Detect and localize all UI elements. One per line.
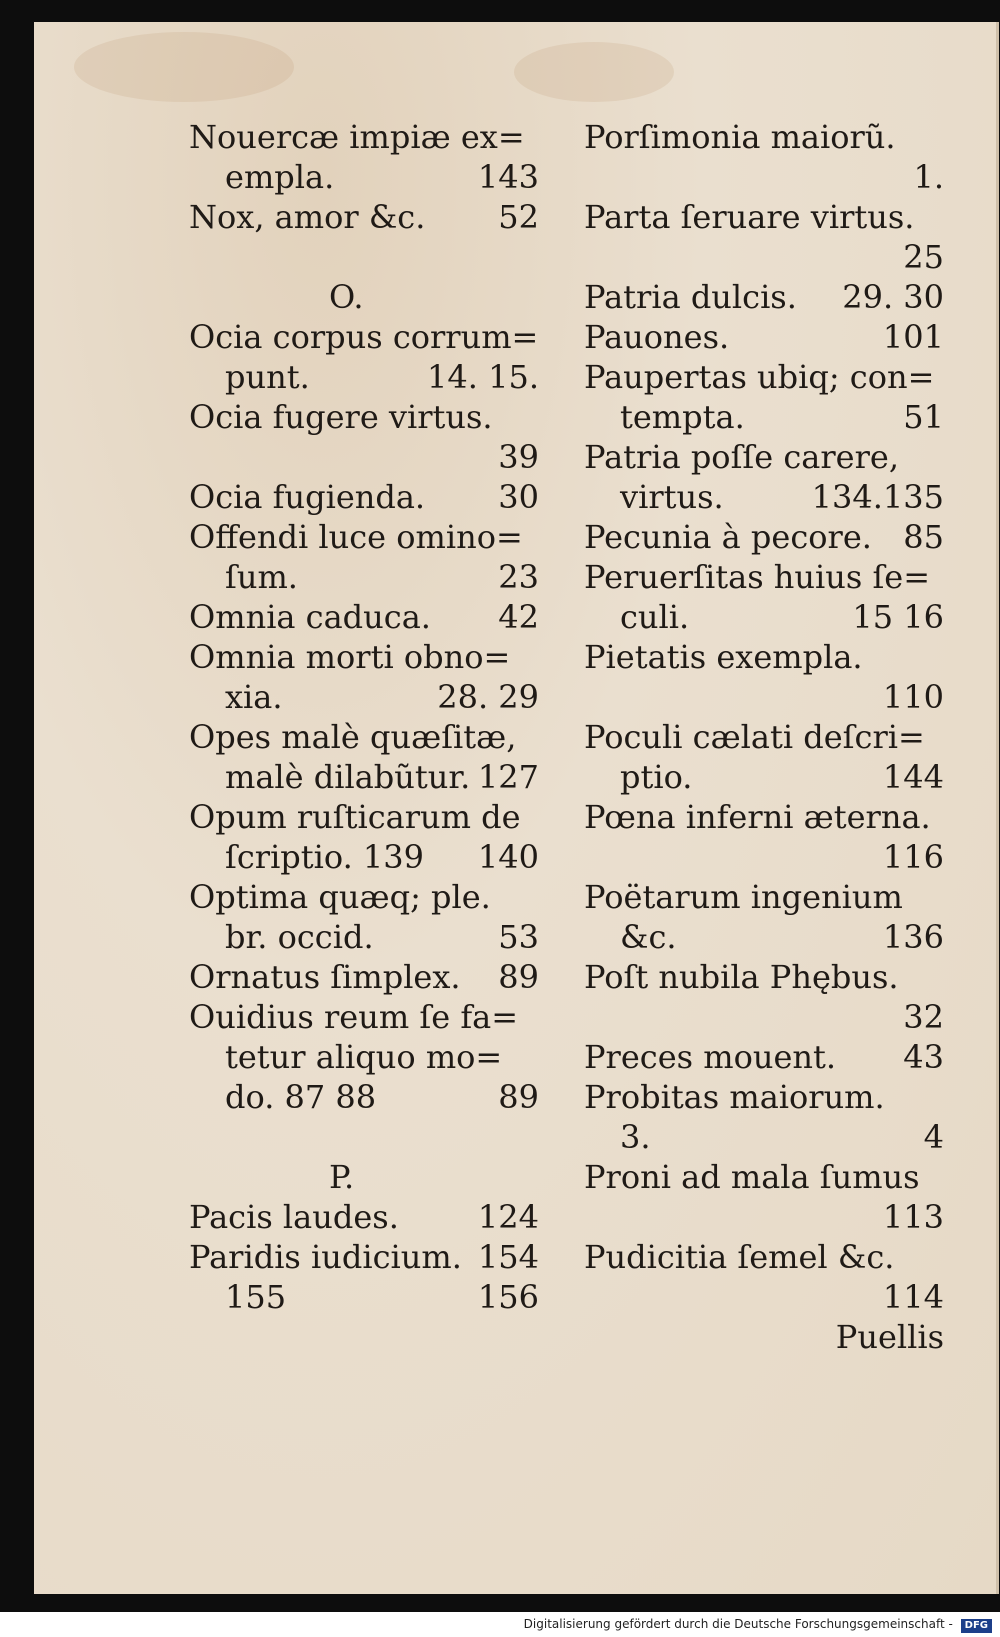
entry-text: Ouidius reum ſe fa=: [189, 998, 519, 1036]
index-entry-line: [584, 717, 944, 757]
entry-text: Omnia caduca.: [189, 598, 431, 636]
page-reference: 42: [498, 598, 539, 636]
index-entry-line: [584, 1197, 944, 1237]
entry-text: 3.: [620, 1118, 651, 1156]
book-page: [34, 22, 999, 1594]
page-reference: 28. 29: [437, 678, 539, 716]
entry-text: br. occid.: [225, 918, 374, 956]
index-entry-line: [189, 877, 539, 917]
index-entry-line: [584, 1077, 944, 1117]
index-entry-line: [189, 1237, 539, 1277]
digitization-footer: [0, 1612, 1000, 1637]
index-entry-line: [584, 157, 944, 197]
entry-text: Pudicitia ſemel &c.: [584, 1238, 895, 1276]
index-entry-line: [189, 197, 539, 237]
index-entry-line: [584, 597, 944, 637]
entry-text: Poëtarum ingenium: [584, 878, 903, 916]
entry-text: xia.: [225, 678, 283, 716]
index-entry-line: [584, 757, 944, 797]
index-entry-line: [189, 237, 539, 277]
entry-text: &c.: [620, 918, 677, 956]
page-reference: 110: [882, 678, 944, 716]
page-reference: 154: [477, 1238, 539, 1276]
index-entry-line: [189, 757, 539, 797]
entry-text: Patria dulcis.: [584, 278, 797, 316]
page-reference: 32: [903, 998, 944, 1036]
entry-text: P.: [329, 1158, 355, 1196]
index-entry-line: [584, 1037, 944, 1077]
page-reference: 136: [882, 918, 944, 956]
index-entry-line: [189, 1077, 539, 1117]
entry-text: Patria poſſe carere,: [584, 438, 899, 476]
index-entry-line: [584, 237, 944, 277]
entry-text: malè dilabũtur.: [225, 758, 471, 796]
page-reference: 15 16: [852, 598, 944, 636]
entry-text: tempta.: [620, 398, 745, 436]
entry-text: Opum ruſticarum de: [189, 798, 521, 836]
entry-text: Ocia fugienda.: [189, 478, 426, 516]
index-entry-line: [584, 1277, 944, 1317]
entry-text: Pietatis exempla.: [584, 638, 863, 676]
entry-text: Ornatus ſimplex.: [189, 958, 461, 996]
index-entry-line: [189, 517, 539, 557]
index-entry-line: [584, 357, 944, 397]
index-entry-line: [189, 597, 539, 637]
page-reference: 53: [498, 918, 539, 956]
page-reference: 140: [477, 838, 539, 876]
entry-text: O.: [329, 278, 364, 316]
index-entry-line: [189, 397, 539, 437]
index-entry-line: [189, 957, 539, 997]
page-reference: 4: [923, 1118, 944, 1156]
index-entry-line: [584, 437, 944, 477]
page-reference: 143: [477, 158, 539, 196]
index-entry-line: [584, 557, 944, 597]
entry-text: Proni ad mala ſumus: [584, 1158, 920, 1196]
entry-text: Probitas maiorum.: [584, 1078, 885, 1116]
page-reference: 52: [498, 198, 539, 236]
page-reference: 101: [882, 318, 944, 356]
page-reference: 85: [903, 518, 944, 556]
page-stain: [514, 42, 674, 102]
index-entry-line: [189, 117, 539, 157]
entry-text: punt.: [225, 358, 310, 396]
index-entry-line: [189, 1037, 539, 1077]
entry-text: Preces mouent.: [584, 1038, 837, 1076]
entry-text: Pœna inferni æterna.: [584, 798, 931, 836]
index-entry-line: [189, 677, 539, 717]
index-entry-line: [584, 877, 944, 917]
page-reference: 51: [903, 398, 944, 436]
entry-text: virtus.: [620, 478, 724, 516]
page-reference: 114: [882, 1278, 944, 1316]
page-reference: 156: [477, 1278, 539, 1316]
entry-text: Pecunia à pecore.: [584, 518, 872, 556]
page-reference: 134.135: [811, 478, 944, 516]
page-reference: 14. 15.: [427, 358, 539, 396]
entry-text: ptio.: [620, 758, 693, 796]
index-entry-line: [584, 797, 944, 837]
index-entry-line: [189, 357, 539, 397]
entry-text: Ocia fugere virtus.: [189, 398, 493, 436]
page-reference: 30: [498, 478, 539, 516]
page-reference: 116: [882, 838, 944, 876]
dfg-logo: DFG: [961, 1619, 992, 1633]
entry-text: Paupertas ubiq; con=: [584, 358, 935, 396]
page-stain: [74, 32, 294, 102]
index-column-left: [189, 117, 539, 1317]
entry-text: tetur aliquo mo=: [225, 1038, 503, 1076]
entry-text: Peruerſitas huius ſe=: [584, 558, 931, 596]
entry-text: culi.: [620, 598, 690, 636]
index-entry-line: [189, 557, 539, 597]
index-entry-line: [189, 837, 539, 877]
entry-text: ſcriptio. 139: [225, 838, 424, 876]
entry-text: Opes malè quæſitæ,: [189, 718, 517, 756]
entry-text: Pacis laudes.: [189, 1198, 399, 1236]
entry-text: Porſimonia maiorũ.: [584, 118, 896, 156]
index-section-letter: [189, 1157, 539, 1197]
index-entry-line: [584, 837, 944, 877]
index-entry-line: [189, 797, 539, 837]
index-entry-line: [584, 917, 944, 957]
entry-text: Parta ſeruare virtus.: [584, 198, 915, 236]
index-entry-line: [584, 197, 944, 237]
entry-text: Pauones.: [584, 318, 730, 356]
page-reference: 124: [477, 1198, 539, 1236]
page-reference: 39: [498, 438, 539, 476]
index-entry-line: [584, 477, 944, 517]
index-column-right: [584, 117, 944, 1357]
entry-text: Poculi cælati deſcri=: [584, 718, 925, 756]
page-reference: 29. 30: [842, 278, 944, 316]
index-entry-line: [584, 637, 944, 677]
index-entry-line: [584, 677, 944, 717]
index-entry-line: [584, 397, 944, 437]
entry-text: Optima quæq; ple.: [189, 878, 491, 916]
entry-text: ſum.: [225, 558, 298, 596]
index-entry-line: [189, 1117, 539, 1157]
entry-text: Ocia corpus corrum=: [189, 318, 539, 356]
entry-text: Offendi luce omino=: [189, 518, 523, 556]
entry-text: Nouercæ impiæ ex=: [189, 118, 525, 156]
index-entry-line: [584, 117, 944, 157]
entry-text: empla.: [225, 158, 335, 196]
entry-text: Nox, amor &c.: [189, 198, 426, 236]
index-entry-line: [189, 1277, 539, 1317]
page-reference: 1.: [913, 158, 944, 196]
index-entry-line: [584, 277, 944, 317]
page-reference: 144: [882, 758, 944, 796]
index-entry-line: [584, 317, 944, 357]
index-entry-line: [189, 157, 539, 197]
index-entry-line: [189, 917, 539, 957]
index-entry-line: [189, 437, 539, 477]
index-entry-line: [189, 1197, 539, 1237]
page-reference: Puellis: [835, 1318, 944, 1356]
index-entry-line: [189, 637, 539, 677]
index-entry-line: [189, 477, 539, 517]
index-entry-line: [584, 957, 944, 997]
index-entry-line: [189, 717, 539, 757]
page-reference: 113: [882, 1198, 944, 1236]
page-reference: 43: [903, 1038, 944, 1076]
index-entry-line: [189, 997, 539, 1037]
entry-text: 155: [225, 1278, 287, 1316]
index-entry-line: [584, 517, 944, 557]
page-reference: 89: [498, 958, 539, 996]
footer-text: Digitalisierung gefördert durch die Deutsche Forschungsgemeinschaft -: [523, 1617, 953, 1631]
page-reference: 89: [498, 1078, 539, 1116]
page-reference: 127: [477, 758, 539, 796]
index-entry-line: [584, 1117, 944, 1157]
entry-text: Poſt nubila Phębus.: [584, 958, 899, 996]
page-reference: 25: [903, 238, 944, 276]
entry-text: Omnia morti obno=: [189, 638, 511, 676]
index-entry-line: [584, 1237, 944, 1277]
index-section-letter: [189, 277, 539, 317]
index-entry-line: [584, 1317, 944, 1357]
index-entry-line: [584, 997, 944, 1037]
entry-text: Paridis iudicium.: [189, 1238, 462, 1276]
page-reference: 23: [498, 558, 539, 596]
index-entry-line: [584, 1157, 944, 1197]
index-entry-line: [189, 317, 539, 357]
entry-text: do. 87 88: [225, 1078, 377, 1116]
